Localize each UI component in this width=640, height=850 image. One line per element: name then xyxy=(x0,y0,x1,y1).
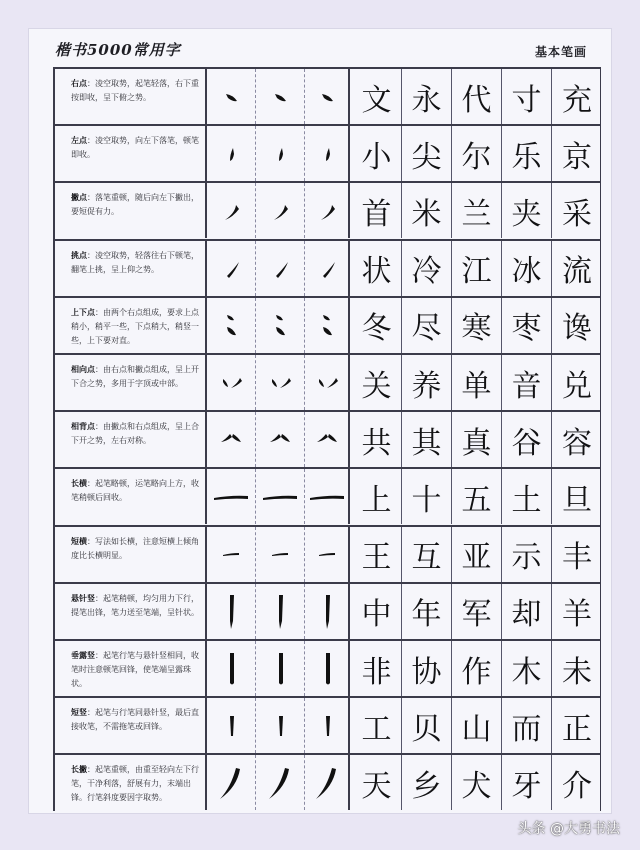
example-char: 冷 xyxy=(402,241,452,296)
example-char: 亚 xyxy=(452,527,502,582)
example-char: 乐 xyxy=(502,126,552,181)
example-char: 小 xyxy=(352,126,402,181)
example-char: 冰 xyxy=(502,241,552,296)
stroke-demo xyxy=(256,126,305,181)
stroke-demo xyxy=(256,355,305,410)
example-char: 单 xyxy=(452,355,502,410)
stroke-desc-text: ：由右点和撇点组成，呈上开下合之势，多用于字顶或中部。 xyxy=(71,365,199,388)
stroke-demo xyxy=(256,412,305,467)
stroke-row xyxy=(55,181,600,238)
example-char: 冬 xyxy=(352,298,402,353)
stroke-name: 撇点 xyxy=(71,192,87,203)
stroke-row xyxy=(55,639,600,696)
stroke-description xyxy=(55,584,207,639)
example-char: 谗 xyxy=(562,311,592,347)
example-char: 采 xyxy=(562,196,592,232)
stroke-demo xyxy=(256,469,305,524)
example-char: 乡 xyxy=(402,755,452,810)
stroke-demo xyxy=(305,69,350,124)
example-char: 贝 xyxy=(402,698,452,753)
example-char: 状 xyxy=(352,241,402,296)
example-char: 正 xyxy=(562,711,592,747)
watermark: 头条 @大勇书法 xyxy=(517,821,620,837)
page-sheet xyxy=(28,28,612,814)
header xyxy=(35,35,605,63)
stroke-desc-text: ：凌空取势，起笔轻落，右下重按即收，呈下俯之势。 xyxy=(71,79,199,102)
stroke-demo xyxy=(207,241,256,296)
example-char: 年 xyxy=(402,584,452,639)
stroke-description xyxy=(55,641,207,696)
stroke-name: 相背点 xyxy=(71,421,95,432)
stroke-demo xyxy=(305,241,350,296)
stroke-row xyxy=(55,467,600,524)
stroke-demo xyxy=(256,698,305,753)
example-char: 首 xyxy=(352,183,402,238)
example-char: 容 xyxy=(562,425,592,461)
example-char: 尔 xyxy=(452,126,502,181)
example-char: 谷 xyxy=(502,412,552,467)
stroke-row xyxy=(55,696,600,753)
example-char: 京 xyxy=(562,139,592,175)
stroke-demo xyxy=(256,241,305,296)
example-char: 上 xyxy=(352,469,402,524)
example-char: 永 xyxy=(402,69,452,124)
example-char: 夹 xyxy=(502,183,552,238)
example-char: 介 xyxy=(562,768,592,804)
stroke-demo xyxy=(207,527,256,582)
example-char: 未 xyxy=(562,654,592,690)
stroke-demo xyxy=(207,355,256,410)
example-char: 羊 xyxy=(562,597,592,633)
example-char: 犬 xyxy=(452,755,502,810)
example-char: 音 xyxy=(502,355,552,410)
stroke-description xyxy=(55,69,207,124)
stroke-description xyxy=(55,527,207,582)
stroke-demo xyxy=(256,755,305,810)
stroke-desc-text: ：由两个右点组成，要求上点稍小，稍平一些，下点稍大，稍竖一些，上下要对直。 xyxy=(71,307,199,345)
stroke-row xyxy=(55,582,600,639)
example-char: 中 xyxy=(352,584,402,639)
stroke-desc-text: ：起笔稍顿，均匀用力下行，提笔出锋，笔力送至笔端，呈针状。 xyxy=(71,593,199,617)
stroke-demo xyxy=(256,584,305,639)
stroke-desc-text: ：起笔重顿，由重至轻向左下行笔，干净利落，舒展有力，末端出锋。行笔斜度要因字取势。 xyxy=(71,765,199,803)
stroke-demo xyxy=(207,298,256,353)
example-char: 工 xyxy=(352,698,402,753)
example-char: 寒 xyxy=(452,298,502,353)
stroke-demo xyxy=(207,641,256,696)
example-char: 代 xyxy=(452,69,502,124)
example-char: 江 xyxy=(452,241,502,296)
stroke-name: 悬针竖 xyxy=(71,592,95,603)
example-char: 五 xyxy=(452,469,502,524)
example-char: 互 xyxy=(402,527,452,582)
stroke-desc-text: ：起笔略顿，运笔略向上方，收笔稍顿后回收。 xyxy=(71,479,199,503)
stroke-name: 垂露竖 xyxy=(71,650,95,660)
stroke-desc-text: ：起笔行笔与悬针竖相同，收笔时注意顿笔回锋，使笔端呈露珠状。 xyxy=(71,651,199,688)
stroke-demo xyxy=(305,183,350,238)
example-char: 兑 xyxy=(562,368,592,404)
example-char: 示 xyxy=(502,527,552,582)
stroke-desc-text: ：凌空取势，轻落往右下顿笔，翻笔上挑，呈上仰之势。 xyxy=(71,250,199,274)
stroke-demo xyxy=(305,527,350,582)
stroke-description xyxy=(55,698,207,753)
page-title: 楷书5000常用字 xyxy=(55,41,181,59)
example-char: 军 xyxy=(452,584,502,639)
stroke-demo xyxy=(305,641,350,696)
example-char: 山 xyxy=(452,698,502,753)
example-char: 真 xyxy=(452,412,502,467)
stroke-desc-text: ：凌空取势，向左下落笔，顿笔即收。 xyxy=(71,136,199,160)
stroke-description xyxy=(55,469,207,524)
stroke-name: 右点 xyxy=(71,78,87,88)
stroke-name: 长横 xyxy=(71,478,87,489)
stroke-table xyxy=(53,67,601,811)
example-char: 却 xyxy=(502,584,552,639)
example-char: 作 xyxy=(452,641,502,696)
stroke-demo xyxy=(256,69,305,124)
example-char: 木 xyxy=(502,641,552,696)
stroke-demo xyxy=(207,183,256,238)
stroke-row xyxy=(55,753,600,810)
example-char: 关 xyxy=(352,355,402,410)
stroke-demo xyxy=(207,412,256,467)
stroke-description xyxy=(55,355,207,410)
stroke-demo xyxy=(256,641,305,696)
example-char: 养 xyxy=(402,355,452,410)
stroke-name: 相向点 xyxy=(71,364,95,374)
stroke-demo xyxy=(256,527,305,582)
stroke-desc-text: ：由撇点和右点组成，呈上合下开之势，左右对称。 xyxy=(71,422,199,446)
stroke-desc-text: ：写法如长横，注意短横上倾角度比长横明显。 xyxy=(71,536,199,560)
stroke-demo xyxy=(305,298,350,353)
stroke-name: 上下点 xyxy=(71,306,95,317)
stroke-name: 挑点 xyxy=(71,249,87,260)
stroke-row xyxy=(55,296,600,353)
example-char: 十 xyxy=(402,469,452,524)
stroke-demo xyxy=(256,183,305,238)
example-char: 枣 xyxy=(502,298,552,353)
example-char: 牙 xyxy=(502,755,552,810)
stroke-row xyxy=(55,124,600,181)
stroke-demo xyxy=(305,126,350,181)
example-char: 而 xyxy=(502,698,552,753)
example-char: 旦 xyxy=(562,482,592,518)
stroke-row xyxy=(55,67,600,124)
example-char: 兰 xyxy=(452,183,502,238)
example-char: 充 xyxy=(562,82,592,118)
stroke-demo xyxy=(207,469,256,524)
stroke-demo xyxy=(305,469,350,524)
stroke-row xyxy=(55,410,600,467)
example-char: 其 xyxy=(402,412,452,467)
stroke-name: 长撇 xyxy=(71,764,87,775)
stroke-demo xyxy=(305,412,350,467)
stroke-name: 短竖 xyxy=(71,707,87,718)
stroke-description xyxy=(55,126,207,181)
page-subtitle: 基本笔画 xyxy=(534,45,587,59)
stroke-name: 短横 xyxy=(71,535,87,546)
stroke-demo xyxy=(207,69,256,124)
stroke-description xyxy=(55,183,207,238)
stroke-desc-text: ：起笔与行笔同悬针竖，最后直接收笔，不需拖笔或回锋。 xyxy=(71,708,199,732)
stroke-demo xyxy=(207,584,256,639)
stroke-demo xyxy=(256,298,305,353)
example-char: 尖 xyxy=(402,126,452,181)
stroke-demo xyxy=(207,126,256,181)
stroke-description xyxy=(55,755,207,810)
example-char: 协 xyxy=(402,641,452,696)
stroke-row xyxy=(55,353,600,410)
stroke-demo xyxy=(305,755,350,810)
example-char: 丰 xyxy=(562,540,592,576)
stroke-demo xyxy=(305,355,350,410)
example-char: 文 xyxy=(352,69,402,124)
stroke-demo xyxy=(207,755,256,810)
stroke-description xyxy=(55,241,207,296)
example-char: 天 xyxy=(352,755,402,810)
example-char: 非 xyxy=(352,641,402,696)
stroke-row xyxy=(55,525,600,582)
example-char: 土 xyxy=(502,469,552,524)
stroke-demo xyxy=(305,584,350,639)
stroke-desc-text: ：落笔重顿，随后向左下撇出，要短促有力。 xyxy=(71,193,199,217)
example-char: 寸 xyxy=(502,69,552,124)
stroke-name: 左点 xyxy=(71,135,87,146)
example-char: 尽 xyxy=(402,298,452,353)
stroke-row xyxy=(55,239,600,296)
stroke-description xyxy=(55,298,207,353)
example-char: 共 xyxy=(352,412,402,467)
stroke-demo xyxy=(305,698,350,753)
example-char: 王 xyxy=(352,527,402,582)
stroke-demo xyxy=(207,698,256,753)
example-char: 米 xyxy=(402,183,452,238)
example-char: 流 xyxy=(562,254,592,290)
stroke-description xyxy=(55,412,207,467)
